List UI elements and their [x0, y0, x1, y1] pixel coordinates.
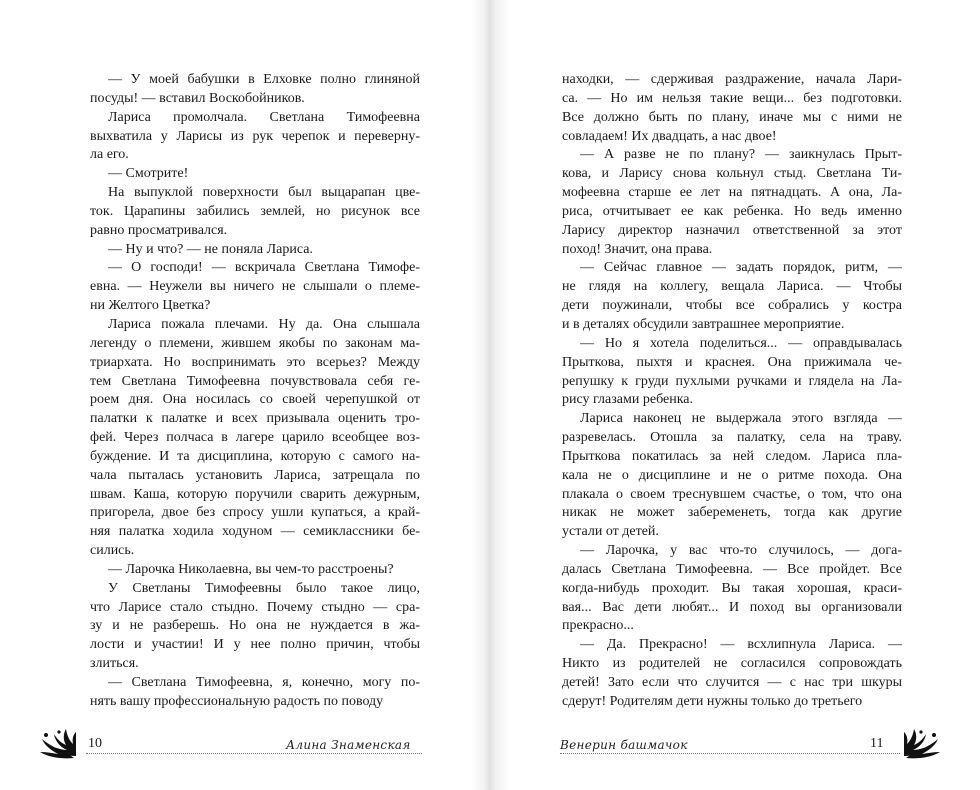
text-line: риса, отчитывает ее как ребенка. Но ведь именно: [562, 203, 902, 219]
text-line: никак не может забеременеть, тогда как другие: [562, 505, 902, 521]
right-page-text: [562, 71, 902, 712]
text-line: Никто из родителей не согласился сопровождать: [562, 656, 902, 672]
page-number: 10: [88, 736, 102, 751]
text-line: роем дня. Она носилась со своей черепушкой от: [90, 392, 420, 408]
text-line: кова, и Ларису снова кольнул стыд. Светлана Ти-: [562, 166, 902, 182]
text-line: Лариса наконец не выдержала этого взгляда —: [580, 411, 902, 427]
footer-rule: [560, 753, 900, 754]
text-line: прекрасно...: [562, 618, 634, 634]
running-title: Венерин башмачок: [560, 738, 688, 752]
text-line: плакала о своем треснувшем счастье, о том, что она: [562, 486, 902, 502]
right-page-footer: [490, 724, 980, 760]
text-line: ни Желтого Цветка?: [90, 298, 211, 314]
text-line: — Смотрите!: [108, 166, 189, 182]
text-line: евна. — Неужели вы ничего не слышали о племе-: [90, 279, 420, 295]
text-line: — Ларочка Николаевна, вы чем-то расстроены?: [108, 561, 394, 577]
text-line: кала не о дисциплине и не о ритме похода. Она: [562, 467, 902, 483]
text-line: находки, — сдерживая раздражение, начала Лари-: [562, 72, 902, 87]
left-page-text: [90, 71, 420, 712]
text-line: посуды! — вставил Воскобойников.: [90, 90, 305, 106]
text-line: репушку к груди пухлыми ручками и глядела на Ла-: [562, 373, 902, 389]
running-title: Алина Знаменская: [286, 738, 411, 752]
text-line: равно просматривался.: [90, 222, 228, 238]
text-line: — А разве не по плану? — заикнулась Прыт-: [580, 147, 902, 163]
text-line: няя палатка ходила ходуном — семиклассники бе-: [90, 524, 420, 540]
text-line: буждение. И та дисциплина, которую с самого на-: [90, 448, 420, 464]
text-line: У Светланы Тимофеевны было такое лицо,: [108, 580, 420, 596]
text-line: дети поужинали, чтобы все собрались у костра: [562, 298, 902, 314]
text-line: пригорела, двое без спросу ушли купаться, а край-: [90, 505, 420, 521]
text-line: На выпуклой поверхности был выцарапан цве-: [108, 185, 420, 201]
text-line: злиться.: [90, 656, 139, 672]
text-line: что Ларисе стало стыдно. Почему стыдно — сра-: [90, 599, 420, 615]
right-page: [490, 0, 980, 790]
fleuron-icon: [36, 726, 78, 760]
text-line: — У моей бабушки в Елховке полно глиняной: [108, 72, 420, 87]
text-line: сдерут! Родителям дети нужны только до третьего: [562, 693, 863, 709]
text-line: — Но я хотела поделиться... — оправдывалась: [580, 335, 902, 351]
fleuron-icon: [902, 726, 944, 760]
text-line: Прыткова покатилась за ней следом. Лариса пла-: [562, 448, 902, 464]
text-line: далась Светлана Тимофеевна. — Все пройдет. Все: [562, 561, 902, 577]
text-line: швам. Каша, которую поручили сварить дежурным,: [90, 486, 420, 502]
text-line: — Сейчас главное — задать порядок, ритм, —: [580, 260, 902, 276]
text-line: и в деталях обсудили завтрашнее мероприятие.: [562, 316, 845, 332]
text-line: — Ларочка, у вас что-то случилось, — дога-: [580, 543, 902, 559]
text-line: рису глазами ребенка.: [562, 392, 694, 408]
text-line: — О господи! — вскричала Светлана Тимофе-: [108, 260, 420, 276]
text-line: Прыткова, пыхтя и краснея. Она прижимала че-: [562, 354, 902, 370]
text-line: сились.: [90, 543, 135, 559]
text-line: Лариса промолчала. Светлана Тимофеевна: [108, 109, 420, 125]
text-line: тем Светлана Тимофеевна почувствовала себя ге-: [90, 373, 420, 389]
text-line: выхватила у Ларисы из рук черепок и переверну-: [90, 128, 420, 144]
text-line: разревелась. Отошла за палатку, села на траву.: [562, 430, 902, 446]
text-line: вая... Вас дети любят... И поход вы организовали: [562, 599, 902, 615]
text-line: ла его.: [90, 147, 129, 163]
text-line: са. — Но им нельзя такие вещи... без подготовки.: [562, 90, 902, 106]
page-number: 11: [870, 736, 884, 751]
text-line: зу и не разберешь. Но она не нуждается в жа-: [90, 618, 420, 634]
text-line: лости и участии! И у нее полно причин, чтобы: [90, 637, 420, 653]
text-line: — Ну и что? — не поняла Лариса.: [108, 241, 313, 257]
text-line: легенду о племени, жившем якобы по законам ма-: [90, 335, 420, 351]
text-line: — Да. Прекрасно! — всхлипнула Лариса. —: [580, 637, 902, 653]
text-line: фей. Через полчаса в лагере царило всеобщее воз-: [90, 430, 420, 446]
text-line: палатки к палатке и всех призывала оценить тро-: [90, 411, 420, 427]
text-line: совладаем! Их двадцать, а нас двое!: [562, 128, 777, 144]
text-line: Все должно быть по плану, иначе мы с ними не: [562, 109, 902, 125]
text-line: Ларису директор назначил ответственной за этот: [562, 222, 902, 238]
text-line: мофеевна старше ее лет на пятнадцать. А она, Ла-: [562, 185, 902, 201]
text-line: не глядя на коллегу, вещала Лариса. — Чтобы: [562, 279, 902, 295]
text-line: когда-нибудь проходит. Вы такая хорошая, краси-: [562, 580, 902, 596]
text-line: нять вашу профессиональную радость по поводу: [90, 693, 384, 709]
text-line: Лариса пожала плечами. Ну да. Она слышала: [108, 316, 420, 332]
footer-rule: [86, 753, 422, 754]
text-line: устали от детей.: [562, 524, 659, 540]
text-line: детей! Зато если что случится — с нас три шкуры: [562, 675, 902, 690]
text-line: поход! Значит, она права.: [562, 241, 713, 257]
text-line: триархата. Но воспринимать это всерьез? Между: [90, 354, 420, 370]
text-line: — Светлана Тимофеевна, я, конечно, могу по-: [108, 675, 420, 690]
text-line: ток. Царапины забились землей, но рисунок все: [90, 203, 420, 219]
text-line: чала пыталась установить Лариса, затрещала по: [90, 467, 420, 483]
left-page-footer: [0, 724, 490, 760]
